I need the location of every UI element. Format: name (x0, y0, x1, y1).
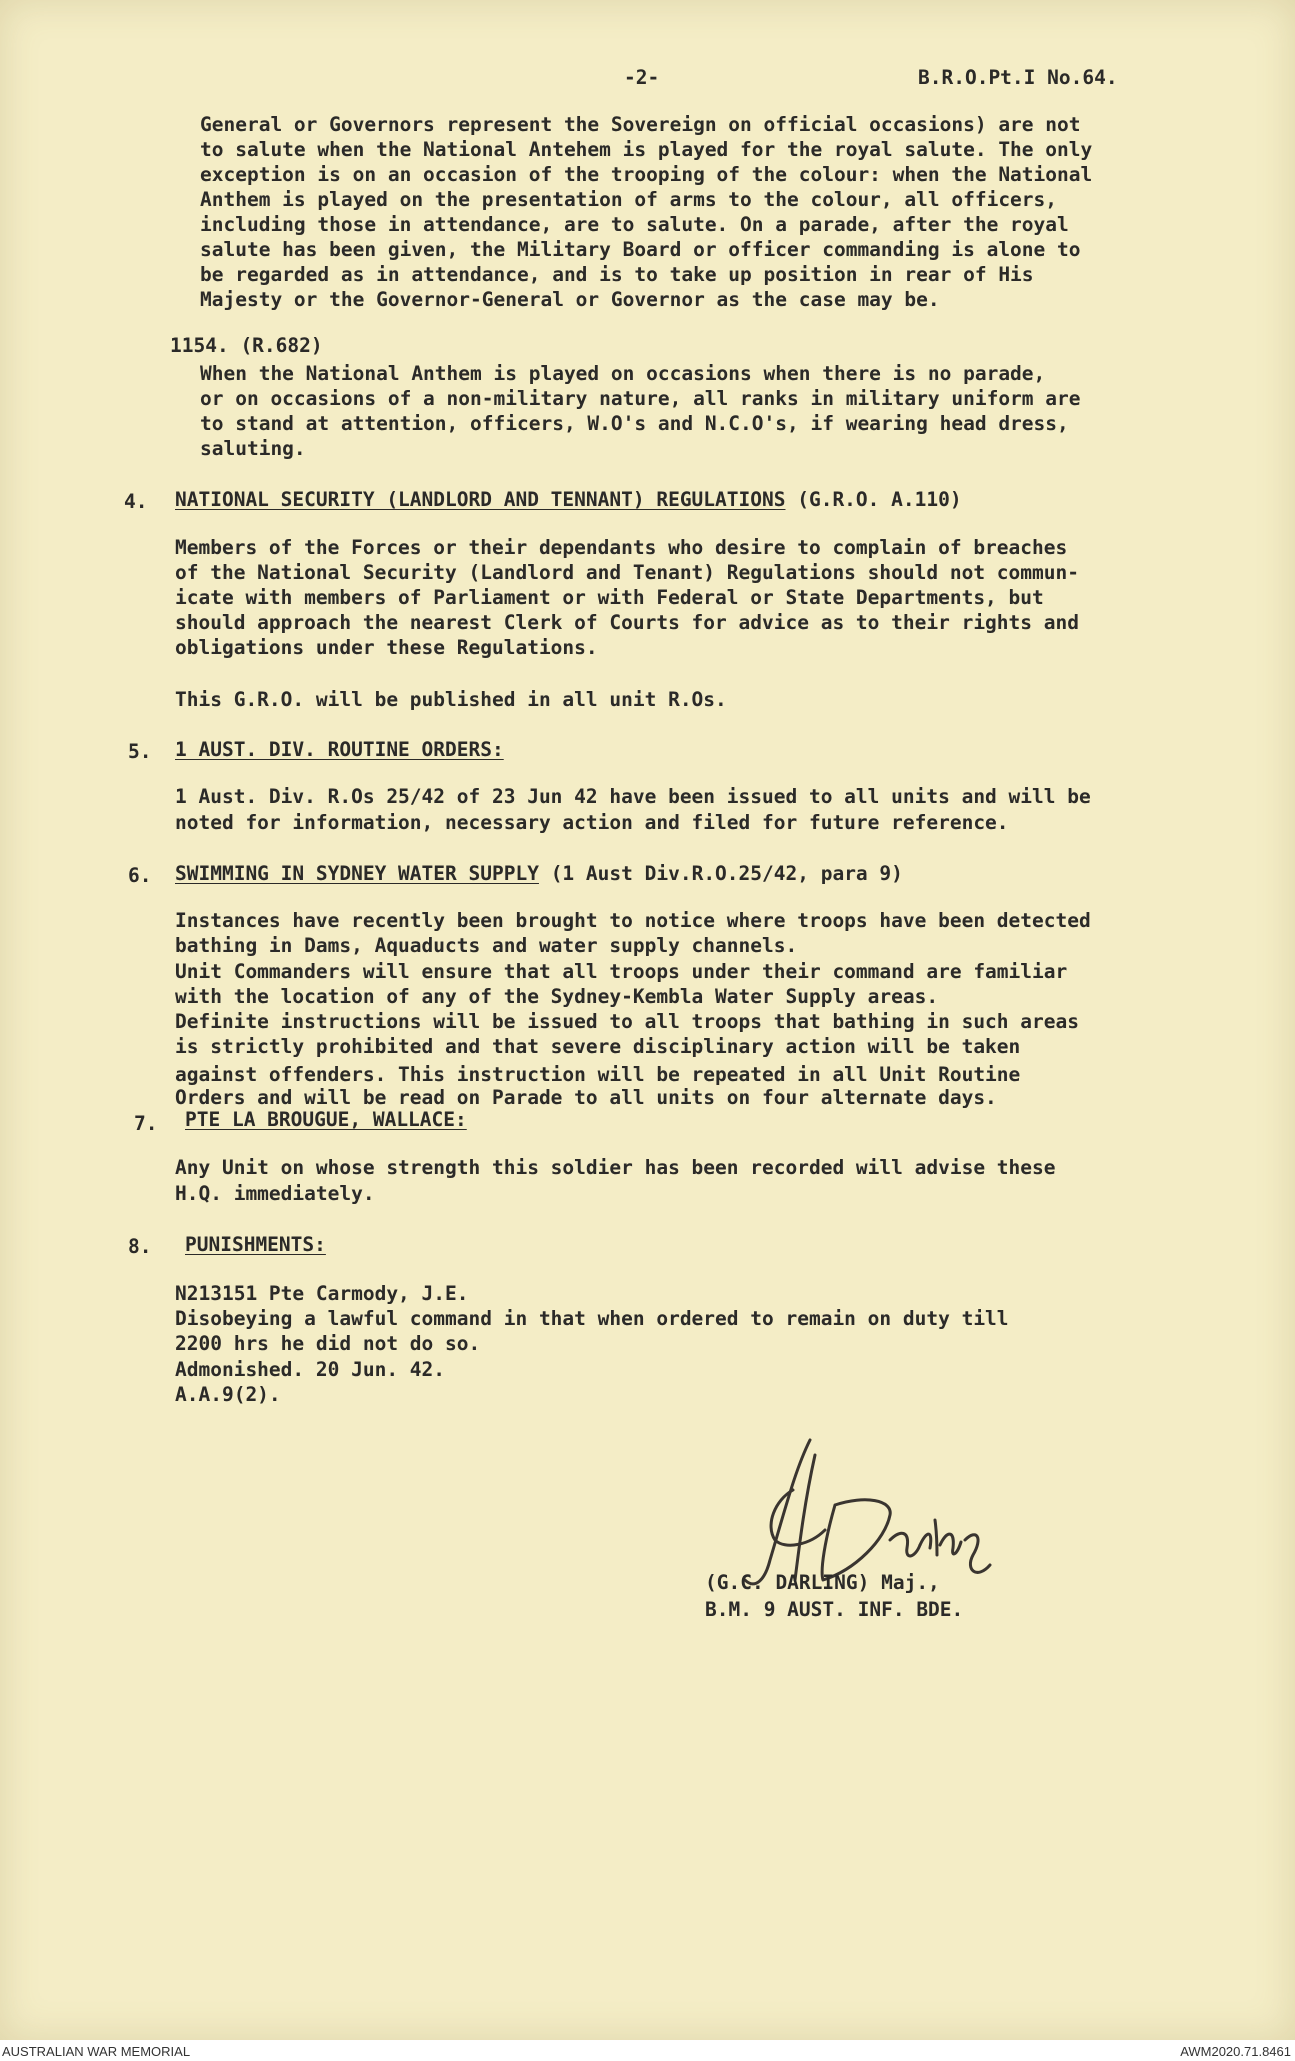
item-number: 4. (124, 490, 148, 513)
text-line: to salute when the National Antehem is played for the royal salute. The only (200, 138, 1093, 161)
text-line: General or Governors represent the Sovereign on official occasions) are not (200, 113, 1081, 136)
text-line: of the National Security (Landlord and Tenant) Regulations should not commun- (175, 561, 1079, 584)
text-line: Admonished. 20 Jun. 42. (175, 1358, 446, 1381)
text-line: against offenders. This instruction will be repeated in all Unit Routine (175, 1063, 1021, 1086)
text-line: Anthem is played on the presentation of arms to the colour, all officers, (200, 188, 1058, 211)
text-line: Members of the Forces or their dependants who desire to complain of breaches (175, 536, 1068, 559)
page-number: -2- (624, 66, 660, 89)
footer-catalog-number: AWM2020.71.8461 (1180, 2044, 1291, 2059)
item-title: NATIONAL SECURITY (LANDLORD AND TENNANT) REGULATIONS (175, 488, 786, 511)
item-title: SWIMMING IN SYDNEY WATER SUPPLY (175, 862, 539, 885)
text-line: with the location of any of the Sydney-Kembla Water Supply areas. (175, 985, 939, 1008)
text-line: N213151 Pte Carmody, J.E. (175, 1282, 469, 1305)
item-note: This G.R.O. will be published in all unit R.Os. (175, 688, 727, 711)
item-number: 5. (128, 740, 152, 763)
text-line: Definite instructions will be issued to all troops that bathing in such areas (175, 1010, 1079, 1033)
text-line: 2200 hrs he did not do so. (175, 1332, 481, 1355)
signatory-title: B.M. 9 AUST. INF. BDE. (705, 1598, 964, 1621)
text-line: is strictly prohibited and that severe disciplinary action will be taken (175, 1035, 1021, 1058)
text-line: salute has been given, the Military Board or officer commanding is alone to (200, 238, 1081, 261)
paragraph-heading: 1154. (R.682) (170, 334, 323, 357)
text-line: or on occasions of a non-military nature, all ranks in military uniform are (200, 387, 1081, 410)
text-line: including those in attendance, are to salute. On a parade, after the royal (200, 213, 1069, 236)
item-title: PTE LA BROUGUE, WALLACE: (185, 1108, 467, 1131)
item-title-suffix: (G.R.O. A.110) (785, 488, 962, 511)
text-line: A.A.9(2). (175, 1383, 281, 1406)
item-heading (185, 1110, 467, 1130)
signatory-name: (G.C. DARLING) Maj., (705, 1571, 940, 1594)
text-line: H.Q. immediately. (175, 1182, 375, 1205)
text-line: Instances have recently been brought to notice where troops have been detected (175, 909, 1091, 932)
text-line: should approach the nearest Clerk of Courts for advice as to their rights and (175, 611, 1079, 634)
text-line: bathing in Dams, Aquaducts and water supply channels. (175, 934, 798, 957)
item-title: 1 AUST. DIV. ROUTINE ORDERS: (175, 738, 504, 761)
item-heading (175, 864, 903, 884)
text-line: Any Unit on whose strength this soldier has been recorded will advise these (175, 1156, 1056, 1179)
text-line: exception is on an occasion of the trooping of the colour: when the National (200, 163, 1093, 186)
text-line: saluting. (200, 437, 306, 460)
text-line: noted for information, necessary action and filed for future reference. (175, 811, 1009, 834)
footer-credit: AUSTRALIAN WAR MEMORIAL (2, 2044, 191, 2059)
text-line: icate with members of Parliament or with Federal or State Departments, but (175, 586, 1044, 609)
item-number: 6. (128, 864, 152, 887)
text-line: Disobeying a lawful command in that when ordered to remain on duty till (175, 1307, 1009, 1330)
item-heading (175, 740, 504, 760)
text-line: When the National Anthem is played on occasions when there is no parade, (200, 362, 1046, 385)
item-heading (185, 1235, 326, 1255)
text-line: Unit Commanders will ensure that all troops under their command are familiar (175, 960, 1068, 983)
item-title-suffix: (1 Aust Div.R.O.25/42, para 9) (538, 862, 903, 885)
item-title: PUNISHMENTS: (185, 1233, 326, 1256)
order-reference: B.R.O.Pt.I No.64. (918, 66, 1118, 89)
text-line: 1 Aust. Div. R.Os 25/42 of 23 Jun 42 have been issued to all units and will be (175, 785, 1091, 808)
item-heading (175, 490, 962, 510)
item-number: 7. (134, 1112, 158, 1135)
text-line: Orders and will be read on Parade to all units on four alternate days. (175, 1086, 997, 1109)
text-line: be regarded as in attendance, and is to take up position in rear of His (200, 263, 1034, 286)
text-line: Majesty or the Governor-General or Governor as the case may be. (200, 288, 940, 311)
text-line: to stand at attention, officers, W.O's and N.C.O's, if wearing head dress, (200, 412, 1069, 435)
item-number: 8. (128, 1235, 152, 1258)
text-line: obligations under these Regulations. (175, 636, 598, 659)
